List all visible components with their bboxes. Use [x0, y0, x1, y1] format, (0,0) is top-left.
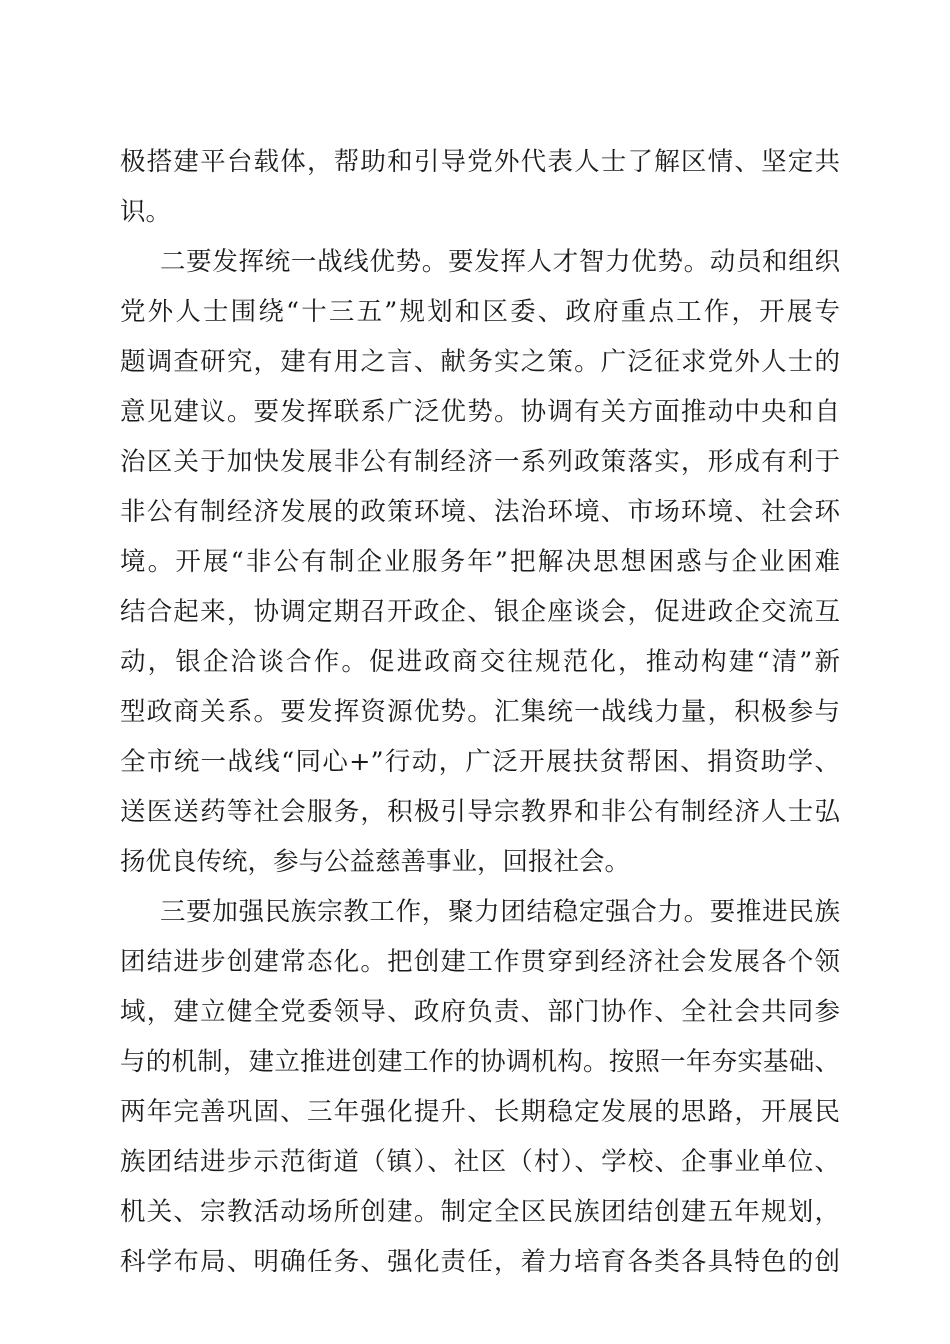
text-line: 两年完善巩固、三年强化提升、长期稳定发展的思路，开展民 — [120, 1097, 840, 1127]
text-line: 扬优良传统，参与公益慈善事业，回报社会。 — [120, 847, 631, 877]
text-line: 识。 — [120, 197, 172, 227]
text-line: 团结进步创建常态化。把创建工作贯穿到经济社会发展各个领 — [120, 947, 840, 977]
text-line: 非公有制经济发展的政策环境、法治环境、市场环境、社会环 — [120, 497, 840, 527]
text-line: 党外人士围绕“十三五”规划和区委、政府重点工作，开展专 — [120, 297, 840, 327]
text-line: 与的机制，建立推进创建工作的协调机构。按照一年夯实基础、 — [120, 1047, 840, 1077]
text-line: 全市统一战线“同心+”行动，广泛开展扶贫帮困、捐资助学、 — [120, 747, 840, 777]
text-line: 意见建议。要发挥联系广泛优势。协调有关方面推动中央和自 — [120, 397, 840, 427]
text-line: 结合起来，协调定期召开政企、银企座谈会，促进政企交流互 — [120, 597, 840, 627]
text-line: 科学布局、明确任务、强化责任，着力培育各类各具特色的创 — [120, 1247, 840, 1277]
text-line: 动，银企洽谈合作。促进政商交往规范化，推动构建“清”新 — [120, 647, 840, 677]
text-line: 治区关于加快发展非公有制经济一系列政策落实，形成有利于 — [120, 447, 840, 477]
text-line: 题调查研究，建有用之言、献务实之策。广泛征求党外人士的 — [120, 347, 840, 377]
text-line: 域，建立健全党委领导、政府负责、部门协作、全社会共同参 — [120, 997, 840, 1027]
text-line: 机关、宗教活动场所创建。制定全区民族团结创建五年规划， — [120, 1197, 840, 1227]
paragraph-start-line: 二要发挥统一战线优势。要发挥人才智力优势。动员和组织 — [160, 247, 840, 277]
text-line: 型政商关系。要发挥资源优势。汇集统一战线力量，积极参与 — [120, 697, 840, 727]
text-line: 族团结进步示范街道（镇）、社区（村）、学校、企事业单位、 — [120, 1147, 840, 1177]
text-line: 极搭建平台载体，帮助和引导党外代表人士了解区情、坚定共 — [120, 147, 840, 177]
paragraph-start-line: 三要加强民族宗教工作，聚力团结稳定强合力。要推进民族 — [160, 897, 840, 927]
text-line: 境。开展“非公有制企业服务年”把解决思想困惑与企业困难 — [120, 547, 840, 577]
text-line: 送医送药等社会服务，积极引导宗教界和非公有制经济人士弘 — [120, 797, 840, 827]
